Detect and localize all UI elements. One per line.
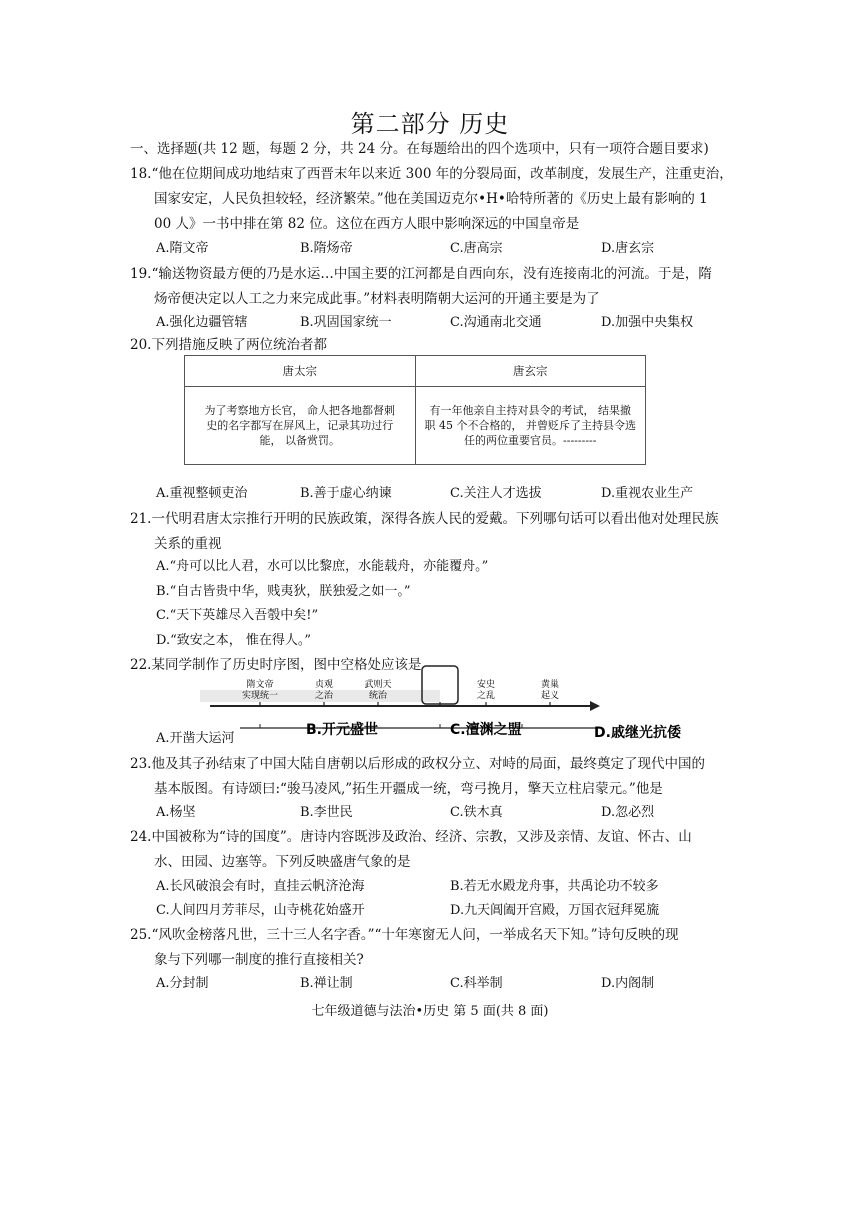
timeline-event-1-line2: 之治 [314,691,334,701]
q23-option-b: B.李世民 [300,805,353,820]
table-cell-right-line: 有一年他亲自主持对县令的考试， 结果撤 [429,404,631,417]
q25-line-1: 25.“风吹金榜落凡世，三十三人名字香。”“十年寒窗无人问，一举成名天下知。”诗句反映的现 [130,927,679,943]
table-cell-right [415,387,646,465]
q19-line-2: 炀帝便决定以人工之力来完成此事。”材料表明隋朝大运河的开通主要是为了 [154,291,600,307]
timeline-event-3-line1: 安史 [476,680,496,690]
q21-option-b: B.“自古皆贵中华，贱夷狄，朕独爱之如一。” [156,584,411,599]
q25-option-c: C.科举制 [450,976,503,991]
q20-option-d: D.重视农业生产 [601,486,694,501]
q24-option-b: B.若无水殿龙舟事，共禹论功不较多 [450,879,659,894]
q22-stem: 22.某同学制作了历史时序图，图中空格处应该是 [130,657,422,673]
table-cell-left-line: 为了考察地方长官， 命人把各地都督刺 [204,404,395,417]
comparison-table [184,355,646,465]
table-cell-right-line: 职 45 个不合格的， 并曾贬斥了主持县令选 [424,419,636,432]
q23-line-1: 23.他及其子孙结束了中国大陆自唐朝以后形成的政权分立、对峙的局面，最终奠定了现代中国的 [130,756,705,772]
table-header-right: 唐玄宗 [415,356,646,387]
q19-option-a: A.强化边疆管辖 [156,315,248,330]
q21-option-c: C.“天下英雄尽入吾彀中矣!” [156,608,319,623]
table-cell-right-line: 任的两位重要官员。--------- [464,434,597,447]
q23-option-c: C.铁木真 [450,805,503,820]
timeline-event-0-line1: 隋文帝 [246,680,274,690]
q18-option-b: B.隋炀帝 [300,241,353,256]
q21-option-d: D.“致安之本， 惟在得人。” [156,633,312,648]
q24-option-c: C.人间四月芳菲尽，山寺桃花始盛开 [156,903,365,918]
timeline-option-b: B.开元盛世 [306,722,378,738]
q18-option-a: A.隋文帝 [156,241,209,256]
q20-option-b: B.善于虚心纳谏 [300,486,392,501]
q18-line-2: 国家安定，人民负担较轻，经济繁荣。”他在美国迈克尔•H•哈特所著的《历史上最有影响的 1 [154,191,708,207]
q24-option-d: D.九天阊阖开宫殿，万国衣冠拜冕旒 [450,903,660,918]
timeline-event-2-line2: 统治 [368,691,388,701]
q18-line-3: 00 人》一书中排在第 82 位。这位在西方人眼中影响深远的中国皇帝是 [154,216,580,232]
q19-option-b: B.巩固国家统一 [300,315,392,330]
q19-option-d: D.加强中央集权 [601,315,694,330]
timeline-event-0-line2: 实现统一 [241,691,279,701]
q21-line-1: 21.一代明君唐太宗推行开明的民族政策，深得各族人民的爱戴。下列哪句话可以看出他对处理民族 [130,511,719,527]
timeline-option-d: D.戚继光抗倭 [594,725,681,741]
q25-option-b: B.禅让制 [300,976,353,991]
table-cell-left-line: 能， 以备赏罚。 [259,434,340,447]
q22-option-a: A.开凿大运河 [156,731,235,746]
q23-option-d: D.忽必烈 [601,805,655,820]
q21-option-a: A.“舟可以比人君，水可以比黎庶，水能载舟，亦能覆舟。” [156,559,489,574]
q21-line-2: 关系的重视 [154,536,222,552]
timeline-event-2-line1: 武则天 [364,680,392,690]
q24-option-a: A.长风破浪会有时，直挂云帆济沧海 [156,879,365,894]
q20-option-c: C.关注人才选拔 [450,486,542,501]
timeline-event-4-line1: 黄巢 [540,680,560,690]
table-cell-left-line: 史的名字都写在屏风上，记录其功过行 [206,419,394,432]
q19-line-1: 19.“输送物资最方便的乃是水运…中国主要的江河都是自西向东，没有连接南北的河流。于是，隋 [130,266,712,282]
timeline-diagram [200,662,700,742]
q23-line-2: 基本版图。有诗颂曰:“骏马凌风,”拓生开疆成一统，弯弓挽月，擎天立柱启蒙元。”他是 [154,781,663,797]
q23-option-a: A.杨坚 [156,805,196,820]
q24-line-2: 水、田园、边塞等。下列反映盛唐气象的是 [154,854,411,870]
timeline-event-3-line2: 之乱 [476,691,496,701]
page-footer: 七年级道德与法治•历史 第 5 面(共 8 面) [311,1004,549,1019]
q18-line-1: 18.“他在位期间成功地结束了西晋末年以来近 300 年的分裂局面，改革制度，发展生产，注重吏治， [130,166,733,182]
q19-option-c: C.沟通南北交通 [450,315,542,330]
q20-stem: 20.下列措施反映了两位统治者都 [130,337,327,353]
q24-line-1: 24.中国被称为“诗的国度”。唐诗内容既涉及政治、经济、宗教，又涉及亲情、友谊、怀古、山 [130,829,692,845]
q20-option-a: A.重视整顿吏治 [156,486,248,501]
q18-option-c: C.唐高宗 [450,241,503,256]
timeline-event-1-line1: 贞观 [314,680,334,690]
q25-option-a: A.分封制 [156,976,209,991]
section-heading: 一、选择题(共 12 题，每题 2 分，共 24 分。在每题给出的四个选项中，只有一项符合题目要求) [130,141,709,157]
q18-option-d: D.唐玄宗 [601,241,655,256]
page-title: 第二部分 历史 [350,110,510,138]
timeline-option-c: C.澶渊之盟 [450,722,522,738]
timeline-event-4-line2: 起义 [540,691,560,701]
table-cell-left [185,387,416,465]
table-header-left: 唐太宗 [185,356,416,387]
q25-line-2: 象与下列哪一制度的推行直接相关? [154,952,364,968]
timeline-arrowhead [590,701,600,711]
q25-option-d: D.内阁制 [601,976,655,991]
